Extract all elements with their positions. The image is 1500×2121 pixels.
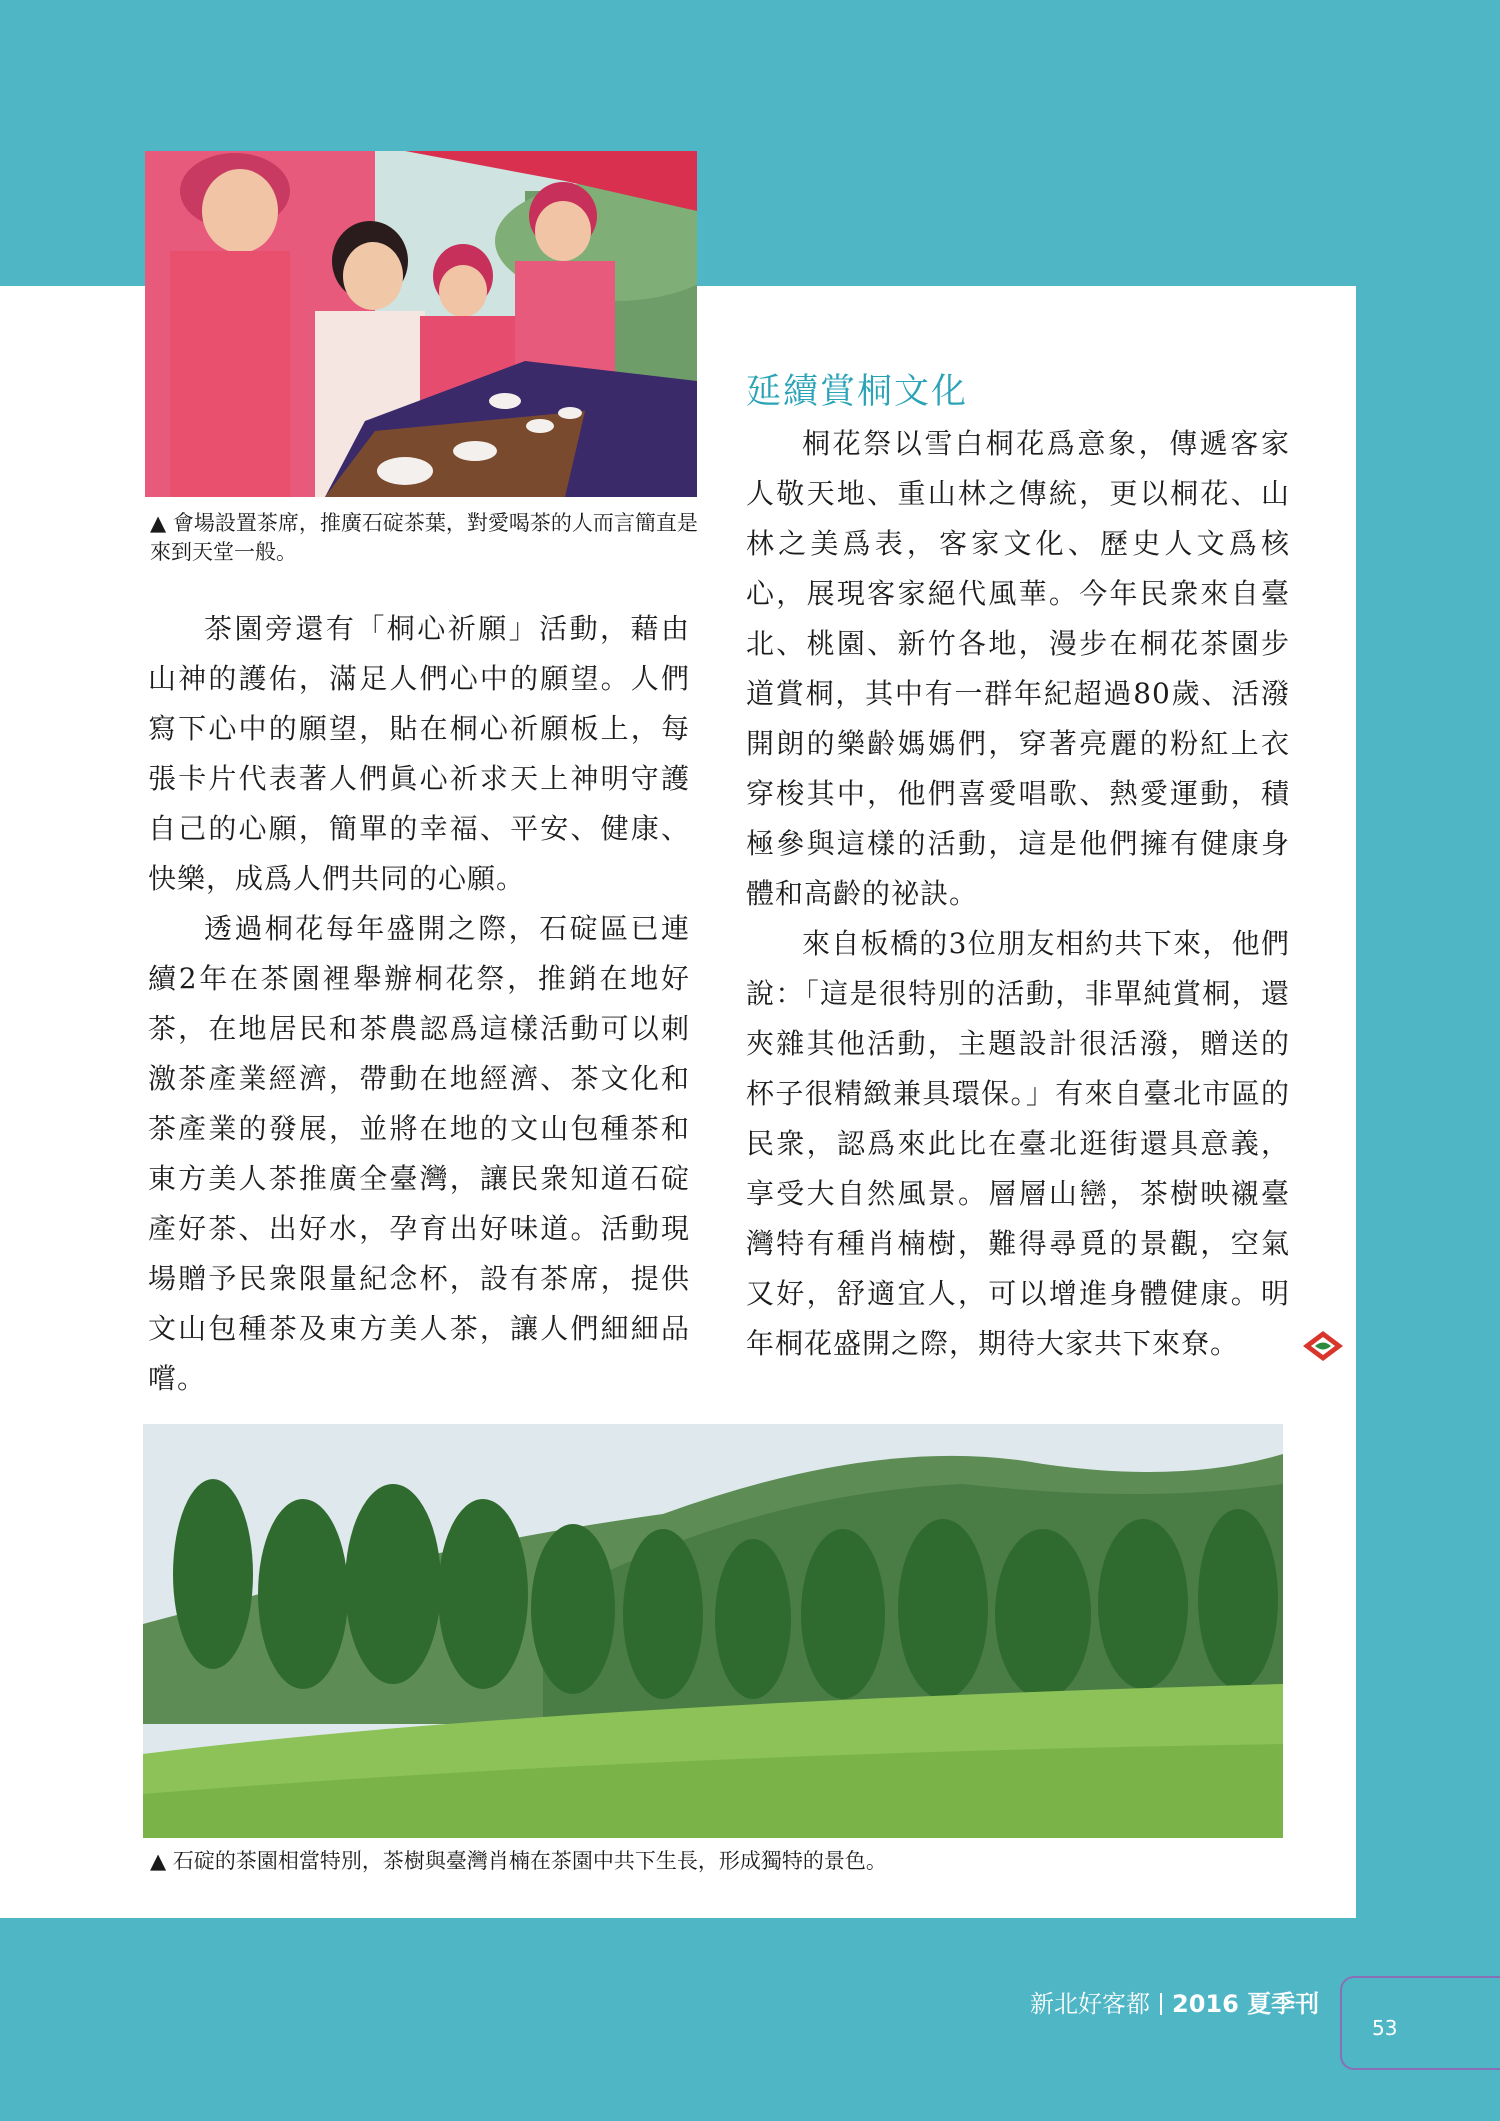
left-paragraph-2: 透過桐花每年盛開之際，石碇區已連續2年在茶園裡舉辦桐花祭，推銷在地好茶，在地居民和茶農認爲這樣活動可以刺激茶產業經濟，帶動在地經濟、茶文化和茶產業的發展，並將在地的文山包種茶和東方美人茶推廣全臺灣，讓民衆知道石碇產好茶、出好水，孕育出好味道。活動現場贈予民衆限量紀念杯，設有茶席，提供文山包種茶及東方美人茶，讓人們細細品嚐。 <box>148 912 690 1395</box>
magazine-name: 新北好客都 <box>1030 1990 1150 2018</box>
page-number-frame <box>1340 1976 1500 2070</box>
left-column <box>148 604 690 1404</box>
right-column <box>746 419 1290 1369</box>
footer-divider <box>1160 1993 1162 2015</box>
tea-ceremony-photo <box>145 151 697 497</box>
issue-label: 2016 夏季刊 <box>1172 1990 1320 2018</box>
page-number: 53 <box>1372 2016 1398 2040</box>
tea-ceremony-caption: ▲ 會場設置茶席，推廣石碇茶葉，對愛喝茶的人而言簡直是來到天堂一般。 <box>150 511 698 564</box>
right-paragraph-2-wrap <box>746 919 1290 1369</box>
hakka-logo-icon <box>1245 1329 1289 1363</box>
left-paragraph-1: 茶園旁還有「桐心祈願」活動，藉由山神的護佑，滿足人們心中的願望。人們寫下心中的願望，貼在桐心祈願板上，每張卡片代表著人們眞心祈求天上神明守護自己的心願，簡單的幸福、平安、健康、快樂，成爲人們共同的心願。 <box>148 612 690 895</box>
right-paragraph-2: 來自板橋的3位朋友相約共下來，他們說：「這是很特別的活動，非單純賞桐，還夾雜其他活動，主題設計很活潑，贈送的杯子很精緻兼具環保。」有來自臺北市區的民衆，認爲來此比在臺北逛街還具意義，享受大自然風景。層層山巒，茶樹映襯臺灣特有種肖楠樹，難得尋覓的景觀，空氣又好，舒適宜人，可以增進身體健康。明年桐花盛開之際，期待大家共下來尞。 <box>746 927 1290 1360</box>
section-heading: 延續賞桐文化 <box>746 372 969 412</box>
footer <box>1030 1984 1319 2019</box>
tea-garden-photo <box>143 1424 1283 1838</box>
right-paragraph-1: 桐花祭以雪白桐花爲意象，傳遞客家人敬天地、重山林之傳統，更以桐花、山林之美爲表，客家文化、歷史人文爲核心，展現客家絕代風華。今年民衆來自臺北、桃園、新竹各地，漫步在桐花茶園步道賞桐，其中有一群年紀超過80歲、活潑開朗的樂齡媽媽們，穿著亮麗的粉紅上衣穿梭其中，他們喜愛唱歌、熱愛運動，積極參與這樣的活動，這是他們擁有健康身體和高齡的祕訣。 <box>746 427 1290 910</box>
tea-garden-caption: ▲ 石碇的茶園相當特別，茶樹與臺灣肖楠在茶園中共下生長，形成獨特的景色。 <box>150 1849 887 1873</box>
